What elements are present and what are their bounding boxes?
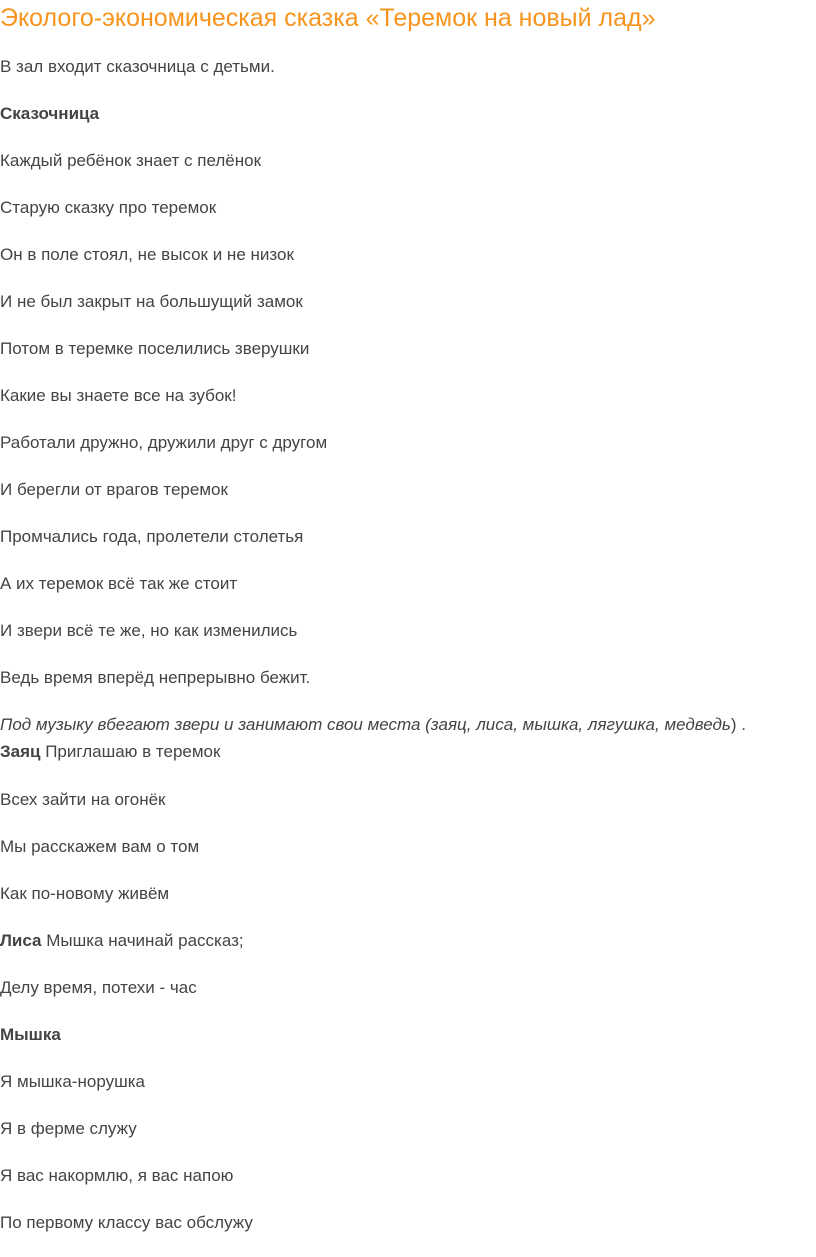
- line-text: Ведь время вперёд непрерывно бежит.: [0, 668, 311, 687]
- verse-line: [0, 526, 303, 548]
- speaker-name: Мышка: [0, 1025, 61, 1044]
- speaker-heading: [0, 103, 99, 125]
- line-text: Как по-новому живём: [0, 884, 170, 903]
- verse-line: [0, 573, 237, 595]
- line-text: Он в поле стоял, не высок и не низок: [0, 245, 294, 264]
- line-text: Потом в теремке поселились зверушки: [0, 339, 310, 358]
- verse-line: [0, 150, 261, 172]
- line-text: Я вас накормлю, я вас напою: [0, 1166, 234, 1185]
- line-text: Какие вы знаете все на зубок!: [0, 386, 237, 405]
- line-text: Я мышка-норушка: [0, 1072, 145, 1091]
- verse-line: [0, 479, 228, 501]
- line-text: И не был закрыт на большущий замок: [0, 292, 303, 311]
- stage-direction: [0, 56, 275, 78]
- verse-line: [0, 789, 165, 811]
- line-text: Мы расскажем вам о том: [0, 837, 200, 856]
- stage-direction-tail: ) .: [730, 715, 746, 734]
- verse-line: [0, 432, 327, 454]
- document-title: Эколого-экономическая сказка «Теремок на новый лад»: [0, 4, 656, 32]
- speaker-name: Заяц: [0, 742, 41, 761]
- line-text: Делу время, потехи - час: [0, 978, 197, 997]
- verse-line: [0, 291, 303, 313]
- verse-line: [0, 197, 216, 219]
- line-text: Мышка начинай рассказ;: [41, 931, 244, 950]
- verse-line: [0, 620, 297, 642]
- line-text: В зал входит сказочница с детьми.: [0, 57, 275, 76]
- line-text: Приглашаю в теремок: [40, 742, 221, 761]
- verse-line: [0, 244, 294, 266]
- speaker-name: Сказочница: [0, 104, 100, 123]
- speaker-line: [0, 741, 220, 763]
- line-text: Всех зайти на огонёк: [0, 790, 166, 809]
- verse-line: [0, 1212, 253, 1234]
- line-text: Промчались года, пролетели столетья: [0, 527, 304, 546]
- line-text: Работали дружно, дружили друг с другом: [0, 433, 328, 452]
- line-text: И звери всё те же, но как изменились: [0, 621, 298, 640]
- line-text: Я в ферме служу: [0, 1119, 137, 1138]
- line-text: Каждый ребёнок знает с пелёнок: [0, 151, 262, 170]
- verse-line: [0, 1165, 233, 1187]
- stage-direction-text: Под музыку вбегают звери и занимают свои места (заяц, лиса, мышка, лягушка, медведь: [0, 715, 731, 734]
- line-text: А их теремок всё так же стоит: [0, 574, 238, 593]
- line-text: Старую сказку про теремок: [0, 198, 217, 217]
- speaker-heading: [0, 1024, 61, 1046]
- stage-direction: [0, 714, 746, 736]
- verse-line: [0, 836, 199, 858]
- verse-line: [0, 385, 236, 407]
- verse-line: [0, 1118, 137, 1140]
- verse-line: [0, 977, 197, 999]
- speaker-line: [0, 930, 244, 952]
- verse-line: [0, 338, 309, 360]
- verse-line: [0, 883, 169, 905]
- speaker-name: Лиса: [0, 931, 42, 950]
- verse-line: [0, 1071, 145, 1093]
- verse-line: [0, 667, 310, 689]
- line-text: И берегли от врагов теремок: [0, 480, 228, 499]
- line-text: По первому классу вас обслужу: [0, 1213, 253, 1232]
